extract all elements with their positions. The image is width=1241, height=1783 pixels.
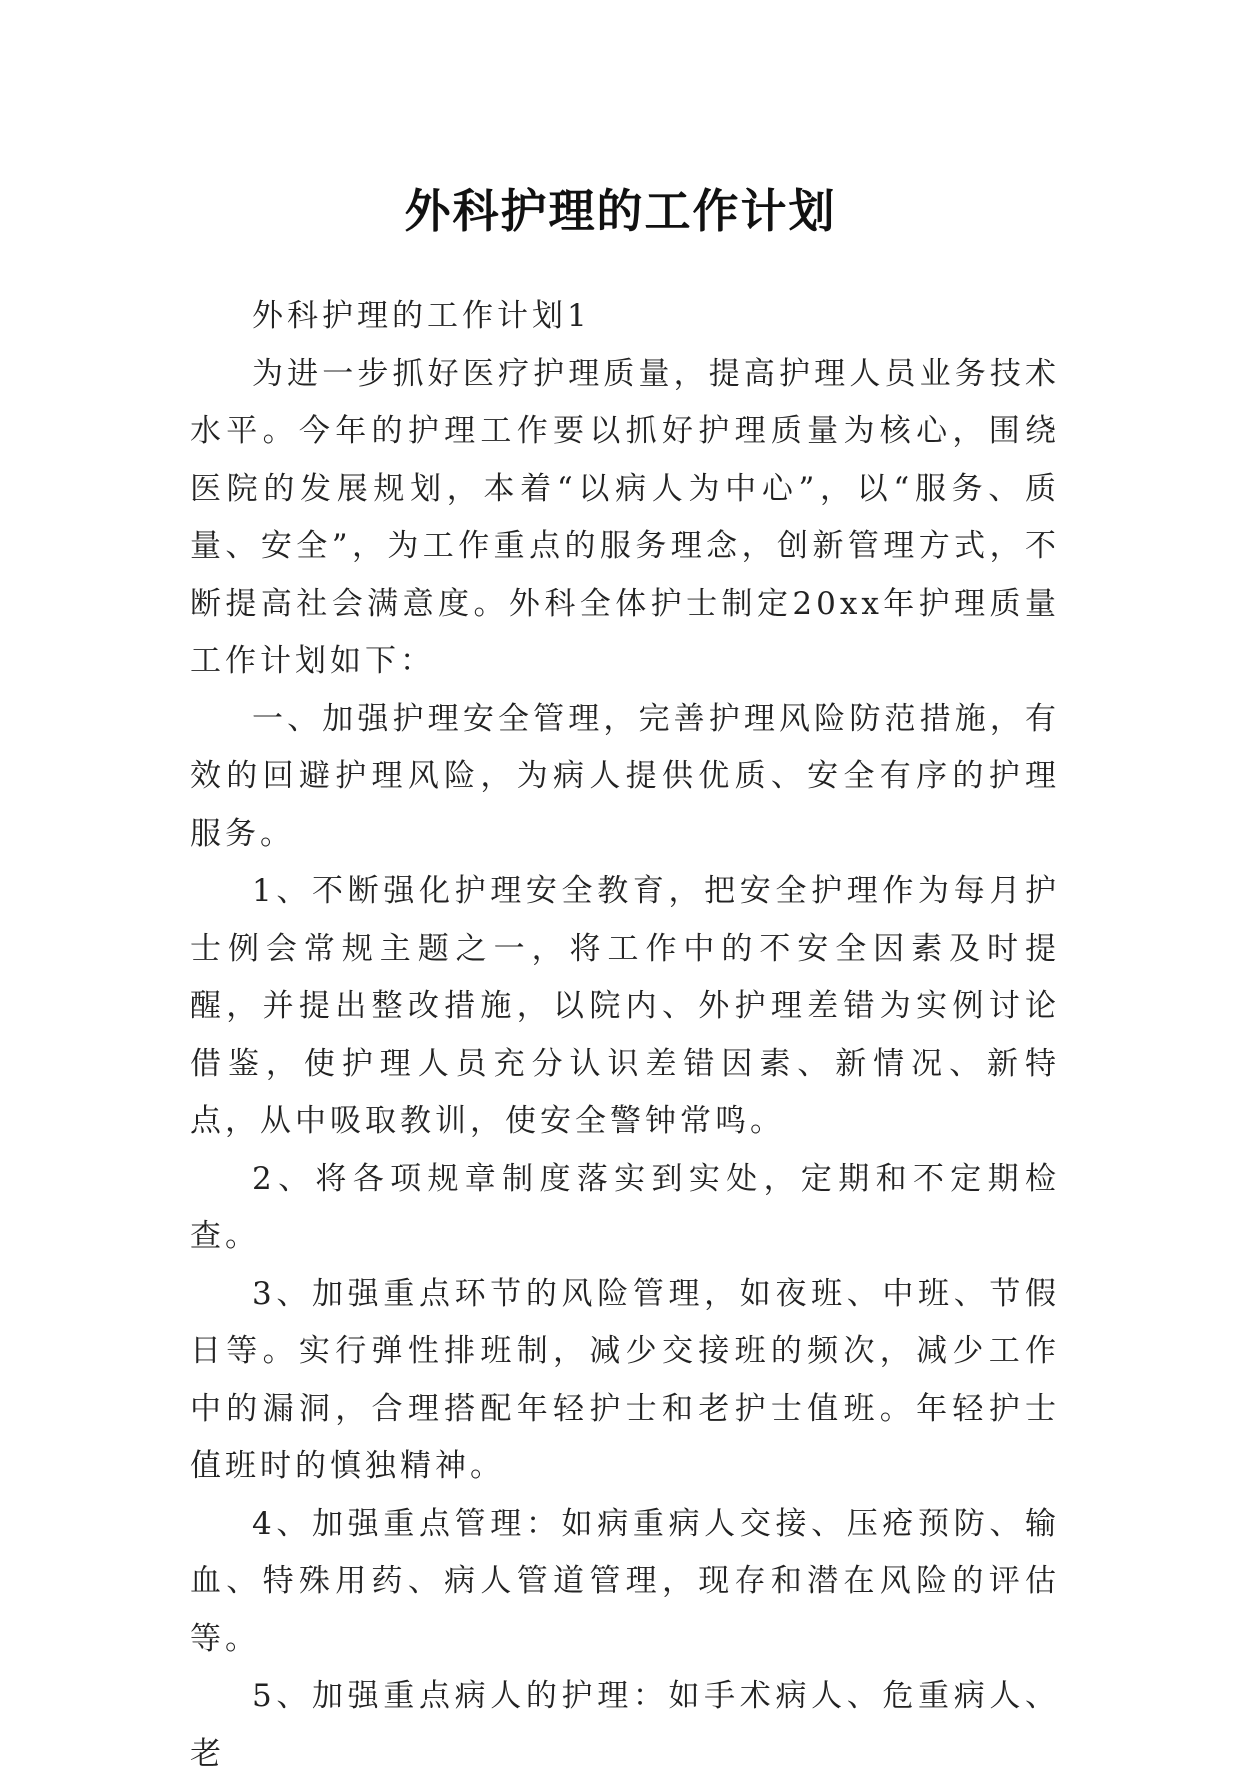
paragraph: 4、加强重点管理：如病重病人交接、压疮预防、输血、特殊用药、病人管道管理，现存和潜在风险的评估等。 [190,1505,1060,1657]
section-heading: 外科护理的工作计划1 [252,298,591,334]
paragraph: 1、不断强化护理安全教育，把安全护理作为每月护士例会常规主题之一，将工作中的不安全因素及时提醒，并提出整改措施，以院内、外护理差错为实例讨论借鉴，使护理人员充分认识差错因素、新情况、新特点，从中吸取教训，使安全警钟常鸣。 [190,873,1060,1139]
document-title: 外科护理的工作计划 [404,183,837,238]
paragraph: 2、将各项规章制度落实到实处，定期和不定期检查。 [190,1160,1060,1254]
document-body [190,288,1060,1783]
paragraph: 一、加强护理安全管理，完善护理风险防范措施，有效的回避护理风险，为病人提供优质、安全有序的护理服务。 [190,700,1060,852]
paragraph: 3、加强重点环节的风险管理，如夜班、中班、节假日等。实行弹性排班制，减少交接班的频次，减少工作中的漏洞，合理搭配年轻护士和老护士值班。年轻护士值班时的慎独精神。 [190,1275,1060,1484]
paragraph: 为进一步抓好医疗护理质量，提高护理人员业务技术水平。今年的护理工作要以抓好护理质量为核心，围绕医院的发展规划，本着“以病人为中心”，以“服务、质量、安全”，为工作重点的服务理念，创新管理方式，不断提高社会满意度。外科全体护士制定20xx年护理质量工作计划如下： [190,355,1060,679]
paragraph: 5、加强重点病人的护理：如手术病人、危重病人、老 [190,1678,1060,1772]
